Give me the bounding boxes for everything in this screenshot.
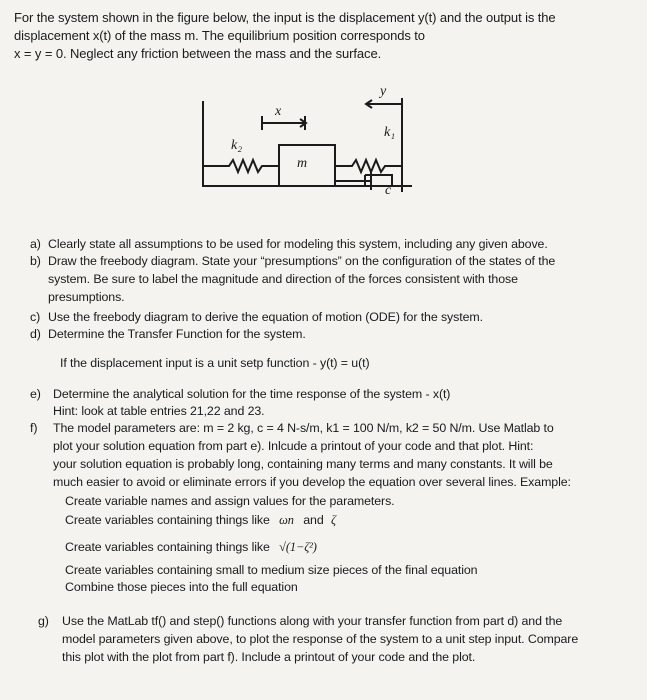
step-5: Combine those pieces into the full equation (65, 580, 298, 594)
spring-k2 (203, 160, 279, 172)
item-g-marker: g) (38, 614, 49, 628)
omega-n-symbol: ωn (279, 513, 294, 527)
mass-spring-damper-figure (0, 0, 647, 230)
sqrt-expression: √(1−ζ²) (279, 540, 317, 554)
intro-line-1: For the system shown in the figure below, the input is the displacement y(t) and the output is the (14, 10, 556, 25)
step-2-and: and (303, 513, 324, 527)
item-a-marker: a) (30, 237, 41, 251)
item-a-line-1: Clearly state all assumptions to be used for modeling this system, including any given above. (48, 237, 548, 251)
item-d-marker: d) (30, 327, 41, 341)
item-d-line-1: Determine the Transfer Function for the system. (48, 327, 306, 341)
item-f-line-2: plot your solution equation from part e). Inlcude a printout of your code and that plot. Hint: (53, 439, 534, 453)
item-g-line-2: model parameters given above, to plot the response of the system to a unit step input. Compare (62, 632, 579, 646)
item-e-line-2: Hint: look at table entries 21,22 and 23. (53, 404, 265, 418)
item-e-marker: e) (30, 387, 41, 401)
item-f-line-1: The model parameters are: m = 2 kg, c = 4 N-s/m, k1 = 100 N/m, k2 = 50 N/m. Use Matlab to (53, 421, 554, 435)
x-displacement-arrow (262, 116, 306, 130)
item-b-line-1: Draw the freebody diagram. State your “presumptions” on the configuration of the states of the (48, 254, 556, 268)
zeta-symbol: ζ (330, 513, 336, 527)
item-f-marker: f) (30, 421, 38, 435)
label-m: m (297, 156, 308, 171)
label-k2: k₂ (231, 138, 243, 153)
unit-step-statement: If the displacement input is a unit setp function - y(t) = u(t) (60, 356, 370, 370)
item-c-marker: c) (30, 310, 41, 324)
intro-line-2: displacement x(t) of the mass m. The equilibrium position corresponds to (14, 28, 425, 43)
spring-k1 (335, 150, 402, 172)
step-1: Create variable names and assign values for the parameters. (65, 494, 395, 508)
step-2-text: Create variables containing things like (65, 513, 270, 527)
damper-c (335, 172, 392, 190)
intro-line-3: x = y = 0. Neglect any friction between the mass and the surface. (14, 46, 382, 61)
step-3-text: Create variables containing things like (65, 540, 270, 554)
label-c: c (385, 183, 392, 198)
label-k1: k₁ (384, 125, 396, 140)
step-2 (65, 513, 336, 528)
label-x: x (275, 104, 282, 119)
item-g-line-1: Use the MatLab tf() and step() functions along with your transfer function from part d) and the (62, 614, 563, 628)
step-4: Create variables containing small to medium size pieces of the final equation (65, 563, 478, 577)
item-b-line-2: system. Be sure to label the magnitude and direction of the forces consistent with those (48, 272, 518, 286)
item-b-marker: b) (30, 254, 41, 268)
step-3 (65, 540, 317, 555)
item-g-line-3: this plot with the plot from part f). Include a printout of your code and the plot. (62, 650, 476, 664)
label-y: y (380, 84, 387, 99)
item-c-line-1: Use the freebody diagram to derive the equation of motion (ODE) for the system. (48, 310, 483, 324)
item-f-line-4: much easier to avoid or eliminate errors if you develop the equation over several lines. Example: (53, 475, 571, 489)
item-e-line-1: Determine the analytical solution for the time response of the system - x(t) (53, 387, 451, 401)
item-f-line-3: your solution equation is probably long, containing many terms and many constants. It will be (53, 457, 553, 471)
item-b-line-3: presumptions. (48, 290, 125, 304)
